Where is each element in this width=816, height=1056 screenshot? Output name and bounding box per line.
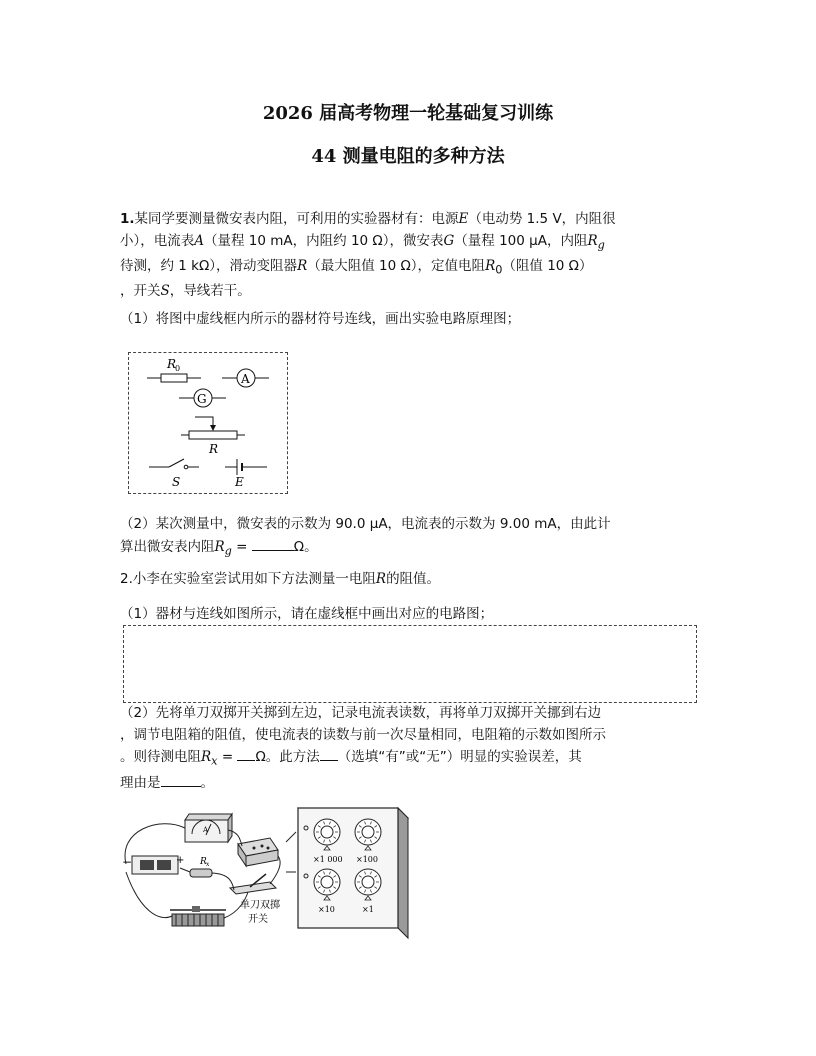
- q2-stem: 2.小李在实验室尝试用如下方法测量一电阻R的阻值。: [120, 571, 441, 587]
- switch-caption-1: 单刀双掷: [240, 900, 280, 911]
- q1-stem: 1.某同学要测量微安表内阻，可利用的实验器材有：电源E（电动势 1.5 V，内阻很 小），电流表A（量程 10 mA，内阻约 10 Ω），微安表G（量程 100 μA，内阻$R_g$ 待测，约 1 kΩ），滑动变阻器R（最大阻值 10 Ω），定值电阻$R_0$（阻值 10 Ω） ，开关S，导线若干。: [120, 211, 616, 299]
- rheostat-symbol: [189, 431, 237, 439]
- r0-resistor-symbol: [161, 374, 187, 382]
- q1-number: 1.: [120, 211, 135, 227]
- q1-component-symbols: [129, 353, 287, 493]
- minus-terminal: −: [122, 855, 133, 869]
- resistance-box-dials: [286, 808, 408, 938]
- battery-label: E: [235, 475, 244, 489]
- r0-label: R: [167, 357, 177, 371]
- svg-text:×1 000: ×1 000: [313, 855, 343, 864]
- svg-text:x: x: [206, 861, 210, 868]
- q1-symbol-box: [128, 352, 288, 494]
- q2-apparatus-figure: [120, 802, 416, 948]
- svg-text:×100: ×100: [356, 855, 378, 864]
- svg-text:0: 0: [175, 364, 181, 373]
- switch-caption-2: 开关: [248, 914, 268, 925]
- sliding-rheostat: [170, 906, 226, 926]
- ammeter-device: [185, 814, 232, 842]
- answer-blank-rg[interactable]: [252, 536, 294, 551]
- plus-terminal: +: [176, 855, 185, 866]
- switch-label: S: [172, 475, 181, 489]
- q2-part1: （1）器材与连线如图所示，请在虚线框中画出对应的电路图；: [120, 606, 494, 622]
- svg-text:R: R: [200, 857, 207, 867]
- switch-symbol: [169, 459, 184, 467]
- q1-part1: （1）将图中虚线框内所示的器材符号连线，画出实验电路原理图；: [120, 311, 521, 327]
- page-subtitle: 44 测量电阻的多种方法: [311, 146, 505, 167]
- page-title: 2026 届高考物理一轮基础复习训练: [262, 103, 554, 124]
- double-throw-switch: [230, 874, 280, 925]
- answer-blank-rx[interactable]: [237, 746, 255, 761]
- rheostat-label: R: [209, 442, 219, 456]
- svg-text:A: A: [203, 826, 209, 834]
- svg-text:×1: ×1: [362, 905, 374, 914]
- resistor-rx: [190, 857, 212, 877]
- svg-text:G: G: [197, 392, 207, 406]
- answer-blank-error[interactable]: [320, 746, 338, 761]
- q1-part2: （2）某次测量中，微安表的示数为 90.0 μA，电流表的示数为 9.00 mA，由此计 算出微安表内阻$R_g = \Omega$。: [120, 516, 611, 558]
- q2-part2: （2）先将单刀双掷开关掷到左边，记录电流表读数，再将单刀双掷开关挪到右边 ，调节电阻箱的阻值，使电流表的读数与前一次尽量相同，电阻箱的示数如图所示 。则待测电阻$R_x = \Omega$。此方法 （选填“有”或“无”）明显的实验误差，其 理由是 。: [120, 705, 606, 792]
- answer-blank-reason[interactable]: [161, 772, 201, 787]
- q2-answer-box[interactable]: [123, 625, 697, 703]
- dial-x100: [355, 819, 381, 864]
- svg-text:×10: ×10: [318, 905, 335, 914]
- svg-text:A: A: [241, 372, 250, 386]
- resistance-box-small: [238, 838, 278, 866]
- battery-pack: [122, 855, 184, 874]
